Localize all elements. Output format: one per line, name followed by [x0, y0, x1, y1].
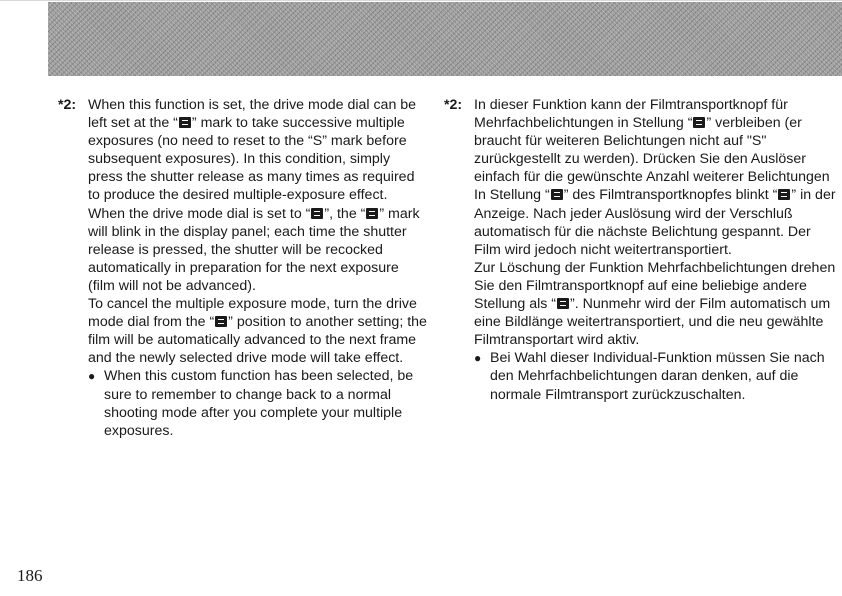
text-run: ” in der Anzeige. Nach jeder Auslösung wird der Verschluß automatisch für die nächste Belichtung gespannt. Der Film wird jedoch nicht weitertransportiert.	[474, 187, 836, 258]
page-number: 186	[17, 566, 43, 585]
english-paragraph-2	[88, 205, 428, 295]
german-bullet-text: Bei Wahl dieser Individual-Funktion müssen Sie nach den Mehrfachbelichtungen daran denken, auf die normale Filmtransport zurückzuschalten.	[490, 350, 825, 403]
text-run: ” des Filmtransportknopfes blinkt “	[563, 187, 778, 204]
text-run: ” mark to take successive multiple exposures (no need to reset to the “S” mark before subsequent exposures). In this condition, simply press the shutter release as many times as required to produce the desired multiple-exposure effect.	[88, 115, 415, 204]
english-note-body	[88, 96, 428, 440]
bullet-icon: ●	[88, 369, 96, 384]
text-run: When this function is set, the drive mode dial can be left set at the “	[88, 97, 417, 132]
english-bullet	[88, 367, 428, 439]
multiple-exposure-icon	[693, 117, 705, 128]
text-run: ” verbleiben (er braucht für weiteren Belichtungen nicht auf "S" zurückgestellt zu werden). Drücken Sie den Auslöser einfach für die gewünschte Anzahl weiterer Belichtungen	[474, 115, 830, 186]
multiple-exposure-icon	[551, 189, 563, 200]
german-paragraph-3	[474, 259, 836, 349]
english-bullet-text: When this custom function has been selected, be sure to remember to change back to a normal shooting mode after you complete your multiple exposures.	[104, 368, 414, 439]
text-run: In Stellung “	[474, 187, 550, 204]
header-banner	[48, 2, 842, 76]
text-run: ”. Nunmehr wird der Film automatisch um eine Bildlänge weitertransportiert, und die neu gewählte Filmtransportart wird aktiv.	[474, 296, 831, 349]
english-note	[58, 96, 428, 440]
text-run: Zur Löschung der Funktion Mehrfachbelichtungen drehen Sie den Filmtransportknopf auf eine beliebige andere Stellung als “	[474, 259, 836, 313]
text-run: ”, the “	[324, 205, 366, 222]
german-note-body	[474, 96, 836, 404]
text-run: In dieser Funktion kann der Filmtransportknopf für Mehrfachbelichtungen in Stellung “	[474, 97, 788, 132]
multiple-exposure-icon	[366, 208, 378, 219]
multiple-exposure-icon	[311, 208, 323, 219]
german-note	[444, 96, 836, 404]
english-paragraph-3	[88, 295, 428, 367]
note-marker: *2:	[58, 97, 77, 113]
text-run: To cancel the multiple exposure mode, turn the drive mode dial from the “	[88, 296, 417, 331]
multiple-exposure-icon	[215, 316, 227, 327]
german-bullet	[474, 349, 836, 403]
german-column	[444, 96, 836, 404]
english-paragraph-1	[88, 96, 428, 205]
multiple-exposure-icon	[557, 298, 569, 309]
text-run: ” mark will blink in the display panel; each time the shutter release is pressed, the shutter will be recocked automatically in preparation for the next exposure (film will not be advanced).	[88, 205, 420, 294]
multiple-exposure-icon	[778, 189, 790, 200]
text-run: When the drive mode dial is set to “	[88, 205, 311, 222]
multiple-exposure-icon	[179, 117, 191, 128]
english-column	[58, 96, 428, 440]
german-paragraph-1	[474, 96, 836, 186]
top-rule	[0, 0, 842, 1]
note-marker: *2:	[444, 97, 463, 113]
german-paragraph-2	[474, 186, 836, 258]
text-run: ” position to another setting; the film will be automatically advanced to the next frame and the newly selected drive mode will take effect.	[88, 314, 427, 367]
bullet-icon: ●	[474, 351, 482, 366]
